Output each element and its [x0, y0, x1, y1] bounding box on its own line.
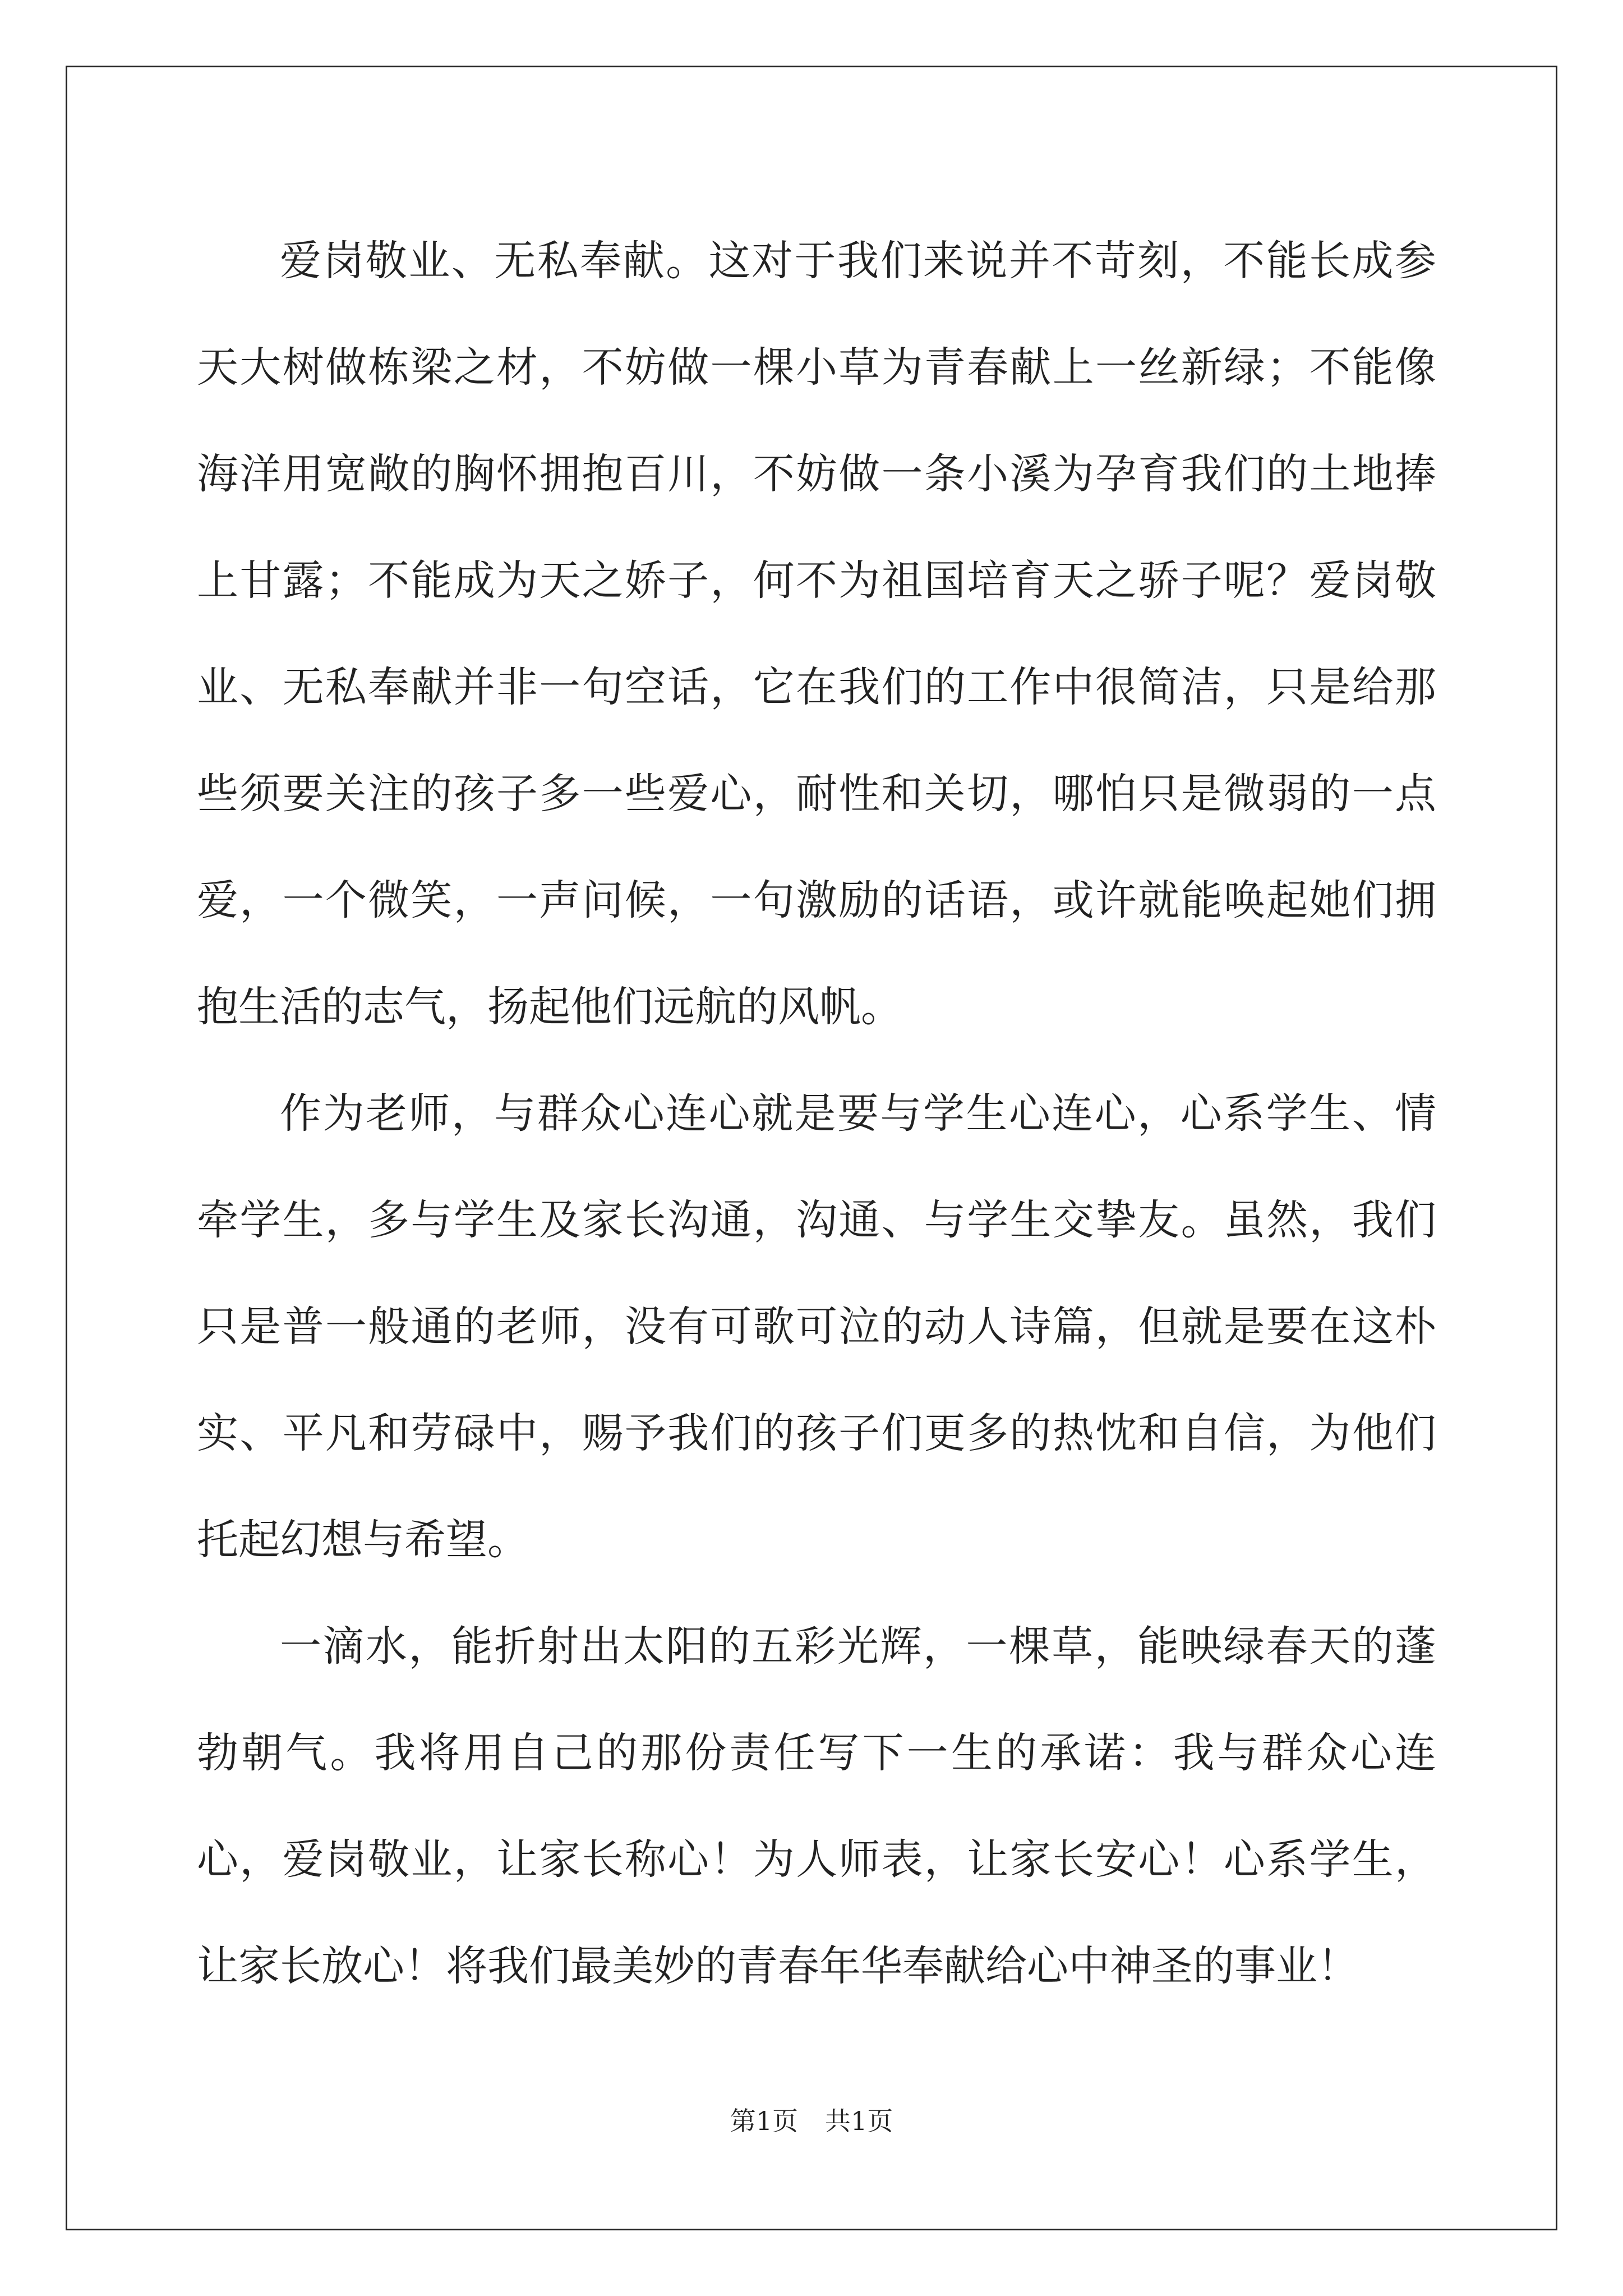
paragraph-2: 作为老师，与群众心连心就是要与学生心连心，心系学生、情牵学生，多与学生及家长沟通，沟通、与学生交挚友。虽然，我们只是普一般通的老师，没有可歌可泣的动人诗篇，但就是要在这朴实、平凡和劳碌中，赐予我们的孩子们更多的热忱和自信，为他们托起幻想与希望。: [197, 1089, 1436, 1564]
paragraph-1: 爱岗敬业、无私奉献。这对于我们来说并不苛刻，不能长成参天大树做栋梁之材，不妨做一棵小草为青春献上一丝新绿；不能像海洋用宽敞的胸怀拥抱百川，不妨做一条小溪为孕育我们的土地捧上甘露；不能成为天之娇子，何不为祖国培育天之骄子呢？爱岗敬业、无私奉献并非一句空话，它在我们的工作中很简洁，只是给那些须要关注的孩子多一些爱心，耐性和关切，哪怕只是微弱的一点爱，一个微笑，一声问候，一句激励的话语，或许就能唤起她们拥抱生活的志气，扬起他们远航的风帆。: [197, 237, 1436, 1031]
paragraph-3: 一滴水，能折射出太阳的五彩光辉，一棵草，能映绿春天的蓬勃朝气。我将用自己的那份责任写下一生的承诺：我与群众心连心，爱岗敬业，让家长称心！为人师表，让家长安心！心系学生，让家长放心！将我们最美妙的青春年华奉献给心中神圣的事业！: [197, 1622, 1436, 1990]
page-number-current: 第1页: [730, 2106, 798, 2136]
page-footer: [0, 2101, 1623, 2138]
document-body: [197, 208, 1436, 2019]
page-number-total: 共1页: [825, 2106, 893, 2136]
